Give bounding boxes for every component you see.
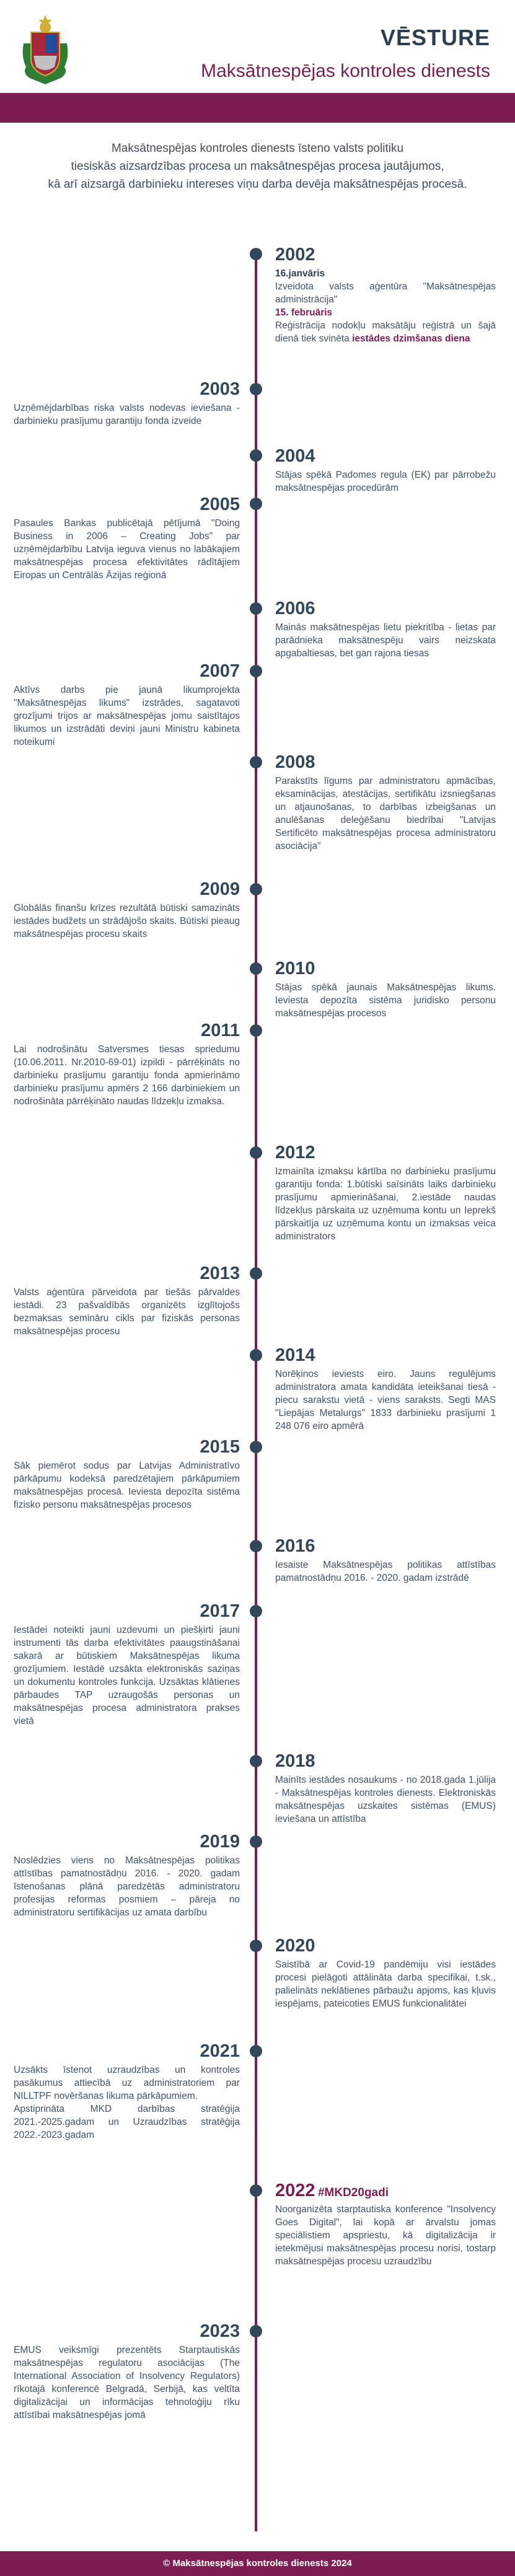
entry-text: Iestādei noteikti jauni uzdevumi un piešķirti jauni instrumenti tās darba efektivitātes paaugstināšanai sakarā ar būtiskiem Maksātnespējas likuma grozījumiem. Iestādē uzsākta elektroniskās saziņas un dokumentu kontroles funkcija. Uzsāktas klātienes pārbaudes TAP uzraugošās personas un maksātnespējas procesa administratora prakses vietā: [14, 1625, 240, 1726]
entry-text: Aktīvs darbs pie jaunā likumprojekta "Maksātnespējas likums" izstrādes, sagatavoti grozījumi trijos ar maksātnespējas jomu saistītajos likumos un izstrādāti deviņi jauni Ministru kabineta noteikumi: [14, 685, 240, 747]
entry-date: 15. februāris: [275, 307, 333, 318]
timeline-entry-2021: [14, 2041, 240, 2142]
entry-year: 2022: [275, 2181, 315, 2200]
timeline-entry-2007: [14, 661, 240, 749]
entry-year: 2015: [200, 1437, 240, 1457]
entry-year: 2009: [200, 879, 240, 899]
entry-text: EMUS veiksmīgi prezentēts Starptautiskās maksātnespējas regulatoru asociācijas (The International Association of Insolvency Regulators) rīkotajā konferencē Belgradā, Serbijā, kas veltīta digitalizācijai un informācijas tehnoloģiju rīku attīstībai maksātnespējas jomā: [14, 2345, 240, 2420]
entry-year: 2014: [275, 1345, 315, 1365]
timeline-dot: [250, 1755, 262, 1767]
entry-text: Uzņēmējdarbības riska valsts nodevas ieviešana - darbinieku prasījumu garantiju fonda izveide: [14, 403, 240, 426]
entry-year: 2004: [275, 446, 315, 466]
entry-text: Parakstīts līgums par administratoru apmācības, eksaminācijas, atestācijas, sertifikātu izsniegšanas un atjaunošanas, to darbības izbeigšanas un anulēšanas deleģēšanu biedrībai "Latvijas Sertificēto maksātnespējas procesa administratoru asociācija": [275, 776, 496, 851]
timeline-dot: [250, 602, 262, 615]
entry-year: 2017: [200, 1601, 240, 1621]
timeline-entry-2016: [275, 1536, 496, 1585]
timeline-entry-2020: [275, 1936, 496, 2010]
timeline-dot: [250, 1835, 262, 1848]
entry-year: 2008: [275, 752, 315, 772]
timeline-dot: [250, 883, 262, 895]
entry-detail: Uzsākts īstenot uzraudzības un kontroles pasākumus attiecībā uz administratoriem par NILLTPF novēršanas likuma pārkāpumiem.: [14, 2065, 240, 2101]
birthday-highlight: iestādes dzimšanas diena: [352, 333, 470, 344]
entry-heading: [275, 2181, 496, 2200]
entry-year: 2021: [200, 2041, 240, 2061]
entry-year: 2002: [275, 245, 315, 265]
entry-year: 2013: [200, 1264, 240, 1283]
entry-text: [14, 2064, 240, 2142]
entry-text: Noorganizēta starptautiska konference "Insolvency Goes Digital", lai kopā ar ārvalstu jomas speciālistiem apspriestu, kā digitalizācija ir ietekmējusi maksātnespējas procesu norisi, tostarp maksātnespējas procesu uzraudzību: [275, 2204, 496, 2267]
entry-text: Izmainīta izmaksu kārtība no darbinieku prasījumu garantiju fonda: 1.būtiski saīsināts laiks darbinieku prasījumu apmierināšanai, 2.iestāde naudas līdzekļus pārskaita uz uzņēmuma kontu un Ieprekš pārskaitīja uz uzņēmuma kontu un izmaksas veica administrators: [275, 1166, 496, 1242]
timeline-dot: [250, 1540, 262, 1552]
entry-year: 2012: [275, 1143, 315, 1163]
coat-of-arms-logo: [19, 14, 72, 87]
timeline-dot: [250, 1441, 262, 1453]
timeline-dot: [250, 383, 262, 395]
entry-text: Mainīts iestādes nosaukums - no 2018.gada 1.jūlija - Maksātnespējas kontroles dienests. Elektroniskās maksātnespējas uzskaites sistēmas (EMUS) ieviešana un attīstība: [275, 1775, 496, 1824]
entry-text: [275, 267, 496, 345]
intro-line: Maksātnespējas kontroles dienests īsteno valsts politiku: [111, 142, 404, 155]
intro-text: [37, 139, 478, 193]
footer: © Maksātnespējas kontroles dienests 2024: [0, 2551, 515, 2576]
entry-text: Saistībā ar Covid-19 pandēmiju visi iestādes procesi pielāgoti attālināta darba specifikai, t.sk., palielināts neklātienes pārbaužu apjoms, kas kļuvis iespējams, pateicoties EMUS funkcionalitātei: [275, 1959, 496, 2009]
timeline-dot: [250, 1940, 262, 1952]
timeline-entry-2010: [275, 959, 496, 1020]
timeline-dot: [250, 449, 262, 462]
timeline-entry-2013: [14, 1264, 240, 1338]
entry-detail-text: Reģistrācija nodokļu maksātāju reģistrā un šajā dienā tiek svinēta: [275, 320, 496, 344]
entry-date: 16.janvāris: [275, 268, 325, 279]
timeline-entry-2017: [14, 1601, 240, 1728]
timeline-dot: [250, 1349, 262, 1361]
entry-year: 2023: [200, 2321, 240, 2341]
entry-year: 2006: [275, 599, 315, 618]
entry-text: Iesaiste Maksātnespējas politikas attīstības pamatnostādņu 2016. - 2020. gadam izstrādē: [275, 1560, 496, 1583]
intro-line: kā arī aizsargā darbinieku intereses viņu darba devēja maksātnespējas procesā.: [48, 178, 467, 191]
entry-text: Valsts aģentūra pārveidota par tiešās pārvaldes iestādi. 23 pašvaldībās organizēts izglītojošs bezmaksas semināru cikls par fiziskās personas maksātnespējas procesu: [14, 1287, 240, 1337]
timeline-dot: [250, 1146, 262, 1159]
entry-text: Lai nodrošinātu Satversmes tiesas spriedumu (10.06.2011. Nr.2010-69-01) izpildi - pārrēķināts no darbinieku prasījumu garantiju fonda apmierināmo darbinieku prasījumu apmērs 2 166 darbiniekiem un nodrošināta pārrēķināto naudas līdzekļu izmaksa.: [14, 1044, 240, 1107]
timeline-entry-2002: [275, 245, 496, 345]
timeline-entry-2005: [14, 495, 240, 582]
timeline-dot: [250, 498, 262, 510]
header: [0, 0, 515, 93]
timeline-dot: [250, 1024, 262, 1037]
timeline-dot: [250, 2184, 262, 2197]
accent-bar: [0, 93, 515, 123]
timeline-dot: [250, 248, 262, 260]
entry-year: 2005: [200, 495, 240, 514]
entry-text: Stājas spēkā Padomes regula (EK) par pārrobežu maksātnespējas procedūrām: [275, 470, 496, 493]
entry-detail: Apstiprināta MKD darbības stratēģija 2021.-2025.gadam un Uzraudzības stratēģija 2022.-2023.gadam: [14, 2104, 240, 2140]
entry-text: Globālās finanšu krīzes rezultātā būtiski samazināts iestādes budžets un strādājošo skaits. Būtiski pieaug maksātnespējas procesu skaits: [14, 903, 240, 939]
organization-name: Maksātnespējas kontroles dienests: [201, 61, 490, 81]
page-title: VĒSTURE: [380, 25, 490, 50]
timeline-dot: [250, 962, 262, 975]
timeline-entry-2015: [14, 1437, 240, 1511]
timeline-entry-2014: [275, 1345, 496, 1433]
hashtag: #MKD20gadi: [317, 2186, 389, 2199]
timeline-dot: [250, 1267, 262, 1280]
intro-line: tiesiskās aizsardzības procesa un maksātnespējas procesa jautājumos,: [71, 160, 444, 173]
timeline-dot: [250, 1605, 262, 1617]
timeline-entry-2018: [275, 1751, 496, 1826]
entry-year: 2007: [200, 661, 240, 681]
entry-year: 2003: [200, 379, 240, 399]
timeline-entry-2012: [275, 1143, 496, 1243]
entry-detail: Izveidota valsts aģentūra "Maksātnespējas administrācija": [275, 281, 496, 305]
timeline-entry-2019: [14, 1832, 240, 1919]
entry-text: Stājas spēkā jaunais Maksātnespējas likums. Ieviesta depozīta sistēma juridisko personu maksātnespējas procesos: [275, 982, 496, 1019]
timeline-entry-2011: [14, 1021, 240, 1108]
timeline-dot: [250, 2045, 262, 2057]
timeline-entry-2003: [14, 379, 240, 428]
timeline-entry-2008: [275, 752, 496, 853]
entry-text: Sāk piemērot sodus par Latvijas Administratīvo pārkāpumu kodeksā paredzētajiem pārkāpumiem maksātnespējas procesā. Ieviesta depozīta sistēma fizisko personu maksātnespējas procesos: [14, 1461, 240, 1510]
entry-year: 2010: [275, 959, 315, 978]
timeline-dot: [250, 665, 262, 677]
entry-year: 2018: [275, 1751, 315, 1771]
timeline-dot: [250, 2325, 262, 2337]
entry-text: Noslēdzies viens no Maksātnespējas politikas attīstības pamatnostādņu 2016. - 2020. gadam īstenošanas plānā paredzētās administratoru profesijas reformas posmiem – pāreja no administratoru sertifikācijas uz amata darbību: [14, 1855, 240, 1918]
timeline-entry-2023: [14, 2321, 240, 2422]
entry-year: 2016: [275, 1536, 315, 1556]
timeline-entry-2006: [275, 599, 496, 660]
timeline-entry-2009: [14, 879, 240, 941]
timeline-entry-2022: [275, 2181, 496, 2268]
entry-text: Norēķinos ieviests eiro. Jauns regulējums administratora amata kandidāta ieteikšanai tiesā - piecu sarakstu vietā - viens saraksts. Segti MAS "Liepājas Metalurgs" 1833 darbinieku prasījumi 1 248 076 eiro apmērā: [275, 1369, 496, 1431]
entry-text: Mainās maksātnespējas lietu piekritība - lietas par parādnieka maksātnespēju vairs neizskata apgabaltiesas, bet gan rajona tiesas: [275, 622, 496, 659]
entry-detail: [275, 319, 496, 345]
timeline-entry-2004: [275, 446, 496, 495]
entry-year: 2019: [200, 1832, 240, 1852]
timeline-dot: [250, 756, 262, 768]
entry-text: Pasaules Bankas publicētajā pētījumā "Doing Business in 2006 – Creating Jobs" par uzņēmējdarbību Latvija ieguva vienus no labākajiem maksātnespējas procesa efektivitātes rādītājiem Eiropas un Centrālās Āzijas reģionā: [14, 518, 240, 581]
entry-year: 2011: [201, 1021, 240, 1040]
entry-year: 2020: [275, 1936, 315, 1956]
